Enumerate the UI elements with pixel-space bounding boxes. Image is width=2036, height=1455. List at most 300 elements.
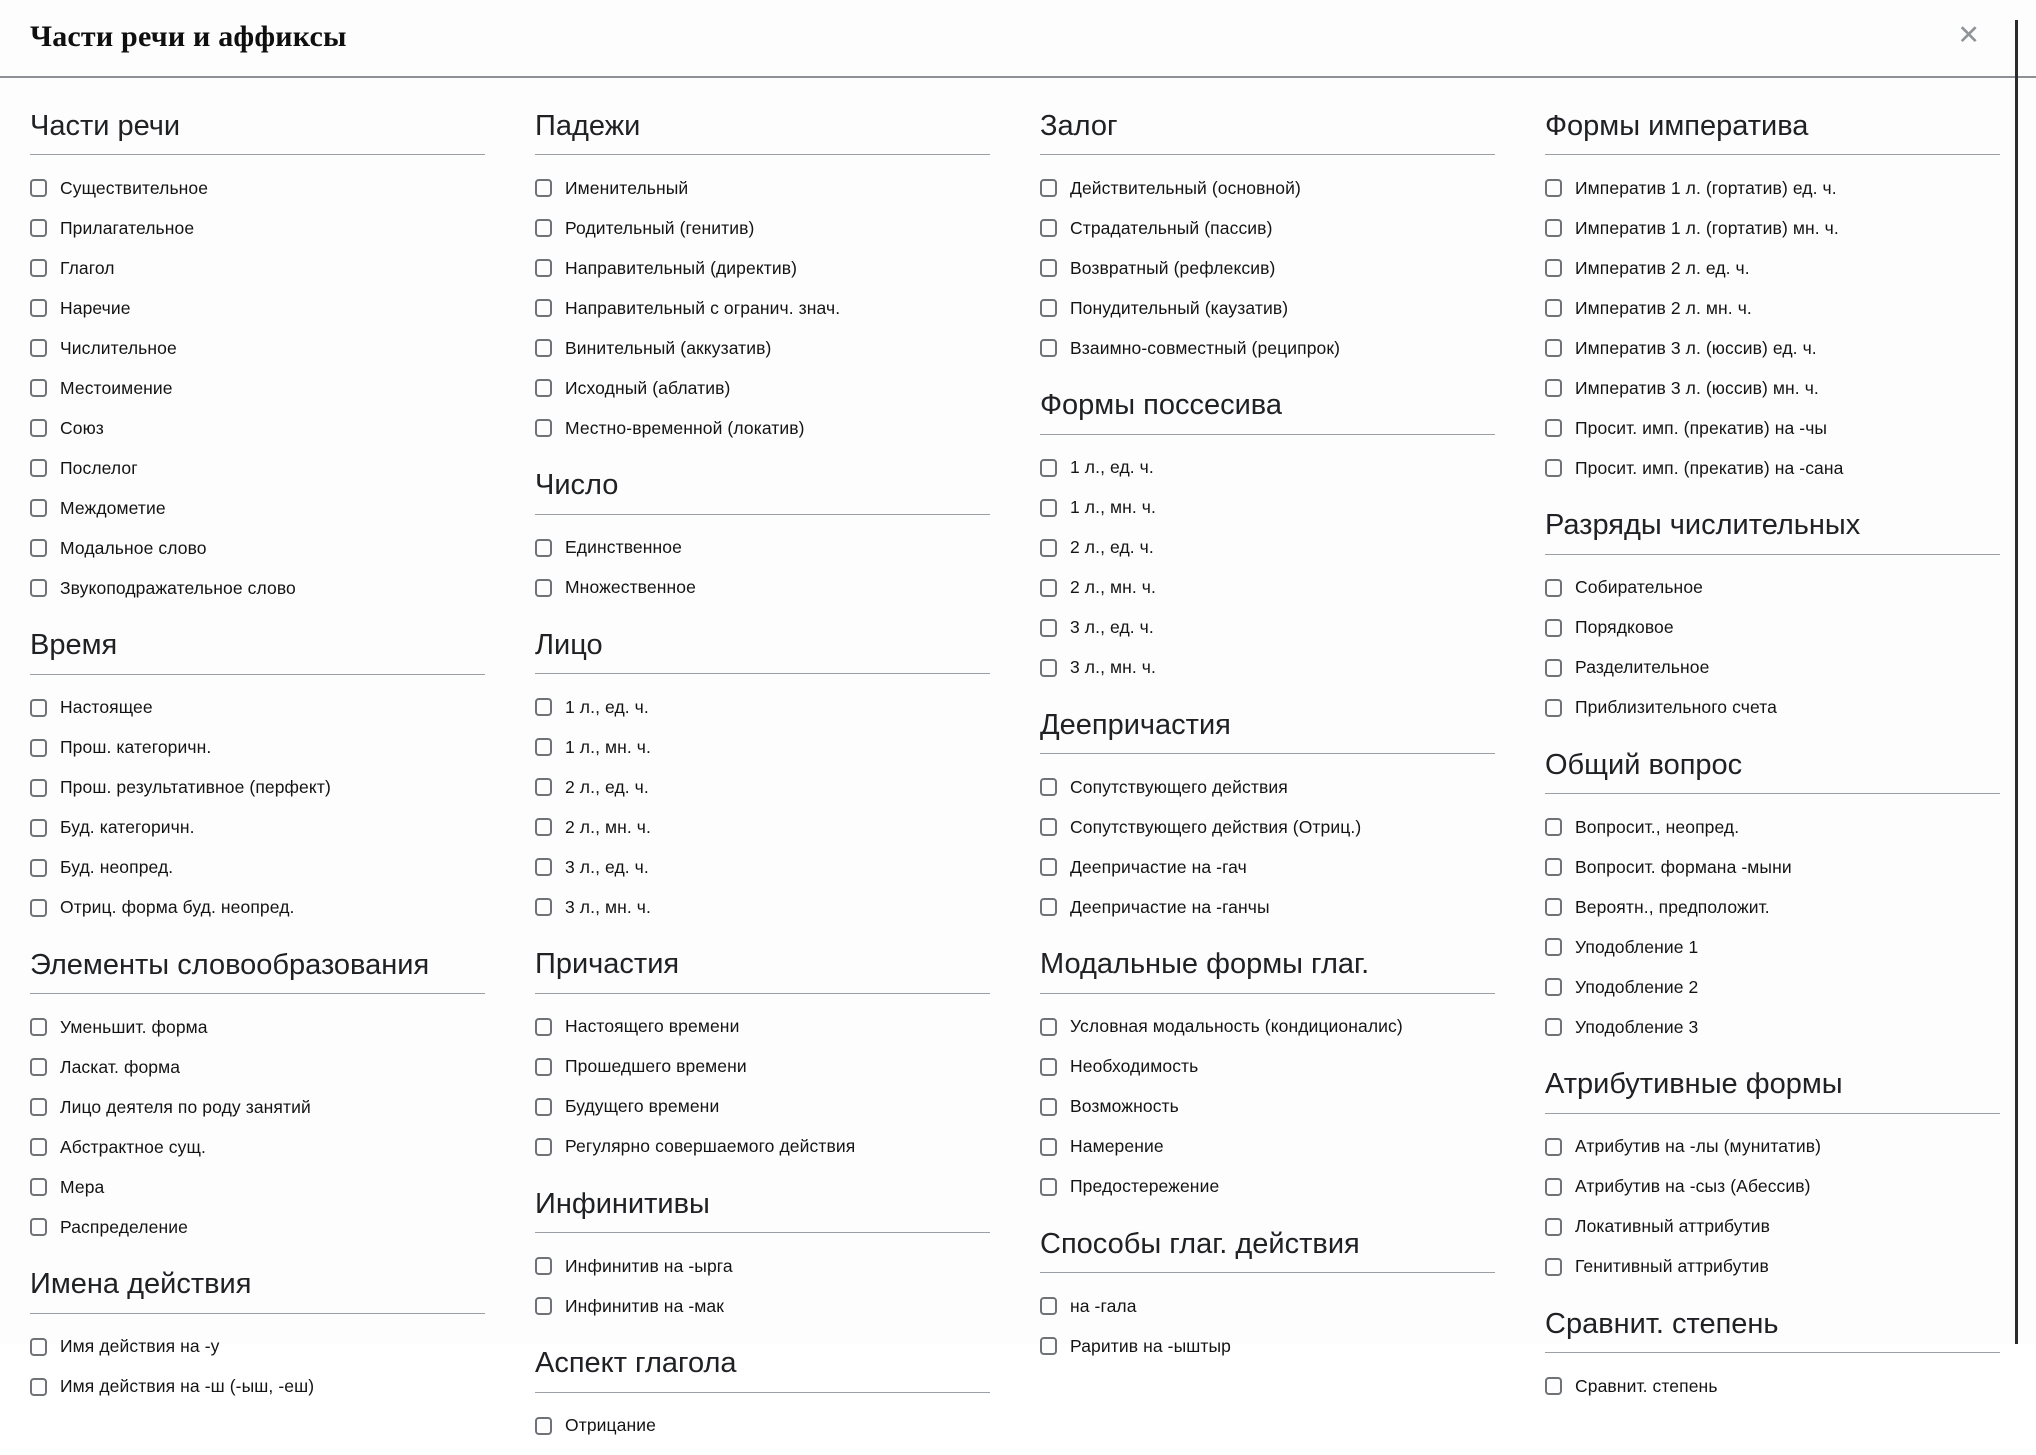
- checkbox-columns: [0, 78, 2036, 1455]
- checkbox-label: Отрицание: [565, 1415, 656, 1436]
- checkbox-row[interactable]: [535, 257, 990, 279]
- checkbox[interactable]: [1545, 339, 1562, 357]
- checkbox-row[interactable]: [535, 537, 990, 559]
- checkbox[interactable]: [1040, 579, 1057, 597]
- checkbox-row[interactable]: [1545, 1136, 2000, 1158]
- checkbox-row[interactable]: [1545, 657, 2000, 679]
- checkbox-label: Действительный (основной): [1070, 177, 1301, 198]
- checkbox[interactable]: [1040, 659, 1057, 677]
- checkbox-label: Настоящее: [60, 697, 153, 718]
- checkbox-row[interactable]: [1040, 776, 1495, 798]
- checkbox[interactable]: [30, 579, 47, 597]
- checkbox-label: Уподобление 2: [1575, 976, 1699, 997]
- checkbox-label: Винительный (аккузатив): [565, 337, 772, 358]
- checkbox[interactable]: [30, 899, 47, 917]
- checkbox-row[interactable]: [1545, 257, 2000, 279]
- checkbox-row[interactable]: [30, 857, 485, 879]
- checkbox[interactable]: [30, 179, 47, 197]
- checkbox-row[interactable]: [1545, 377, 2000, 399]
- checkbox-label: Прилагательное: [60, 217, 195, 238]
- checkbox-row[interactable]: [1545, 936, 2000, 958]
- section-items: [1040, 754, 1495, 918]
- checkbox-row[interactable]: [535, 856, 990, 878]
- checkbox-label: Регулярно совершаемого действия: [565, 1136, 856, 1157]
- checkbox[interactable]: [30, 1338, 47, 1356]
- section-items: [1545, 155, 2000, 479]
- checkbox[interactable]: [30, 819, 47, 837]
- checkbox-row[interactable]: [1545, 217, 2000, 239]
- checkbox-label: Атрибутив на -сыз (Абессив): [1575, 1176, 1811, 1197]
- checkbox[interactable]: [30, 459, 47, 477]
- section-title: Имена действия: [30, 1268, 485, 1313]
- checkbox-label: Императив 3 л. (юссив) ед. ч.: [1575, 337, 1817, 358]
- checkbox[interactable]: [1040, 499, 1057, 517]
- checkbox[interactable]: [30, 1138, 47, 1156]
- checkbox[interactable]: [1040, 1018, 1057, 1036]
- checkbox-row[interactable]: [30, 697, 485, 719]
- checkbox[interactable]: [1545, 898, 1562, 916]
- checkbox-row[interactable]: [535, 417, 990, 439]
- checkbox-label: Междометие: [60, 497, 166, 518]
- checkbox-label: Просит. имп. (прекатив) на -сана: [1575, 457, 1844, 478]
- checkbox-label: Вопросит., неопред.: [1575, 816, 1740, 837]
- checkbox[interactable]: [535, 858, 552, 876]
- checkbox-label: Инфинитив на -мак: [565, 1295, 725, 1316]
- checkbox[interactable]: [1545, 978, 1562, 996]
- checkbox-row[interactable]: [30, 337, 485, 359]
- checkbox-row[interactable]: [1040, 217, 1495, 239]
- checkbox-label: Множественное: [565, 577, 696, 598]
- checkbox-label: 2 л., мн. ч.: [1070, 577, 1156, 598]
- checkbox-row[interactable]: [1040, 1016, 1495, 1038]
- checkbox[interactable]: [30, 1178, 47, 1196]
- checkbox-label: Уподобление 1: [1575, 936, 1699, 957]
- checkbox-row[interactable]: [1040, 177, 1495, 199]
- checkbox-row[interactable]: [1545, 896, 2000, 918]
- checkbox-row[interactable]: [1545, 1216, 2000, 1238]
- section-title: Элементы словообразования: [30, 949, 485, 994]
- section-items: [1040, 994, 1495, 1198]
- checkbox-label: Местно-временной (локатив): [565, 417, 805, 438]
- checkbox-row[interactable]: [1040, 657, 1495, 679]
- checkbox[interactable]: [1040, 619, 1057, 637]
- checkbox-row[interactable]: [535, 1096, 990, 1118]
- checkbox[interactable]: [535, 1098, 552, 1116]
- section-title: Атрибутивные формы: [1545, 1068, 2000, 1113]
- column: [30, 78, 485, 1455]
- checkbox[interactable]: [1040, 299, 1057, 317]
- checkbox[interactable]: [535, 179, 552, 197]
- checkbox-row[interactable]: [535, 217, 990, 239]
- checkbox-label: Исходный (аблатив): [565, 377, 731, 398]
- section-title: Способы глаг. действия: [1040, 1228, 1495, 1273]
- checkbox-label: Приблизительного счета: [1575, 697, 1777, 718]
- checkbox-label: Генитивный аттрибутив: [1575, 1256, 1769, 1277]
- checkbox-row[interactable]: [1545, 417, 2000, 439]
- checkbox[interactable]: [1545, 1138, 1562, 1156]
- checkbox-row[interactable]: [1545, 976, 2000, 998]
- checkbox-row[interactable]: [1545, 856, 2000, 878]
- checkbox[interactable]: [30, 499, 47, 517]
- checkbox[interactable]: [1545, 619, 1562, 637]
- checkbox-row[interactable]: [535, 816, 990, 838]
- checkbox-label: Раритив на -ыштыр: [1070, 1335, 1232, 1356]
- checkbox-label: Именительный: [565, 177, 689, 198]
- checkbox-row[interactable]: [535, 177, 990, 199]
- checkbox[interactable]: [1040, 259, 1057, 277]
- checkbox-row[interactable]: [30, 377, 485, 399]
- checkbox-row[interactable]: [1545, 457, 2000, 479]
- checkbox-label: 3 л., мн. ч.: [565, 896, 651, 917]
- checkbox-label: Вопросит. формана -мыни: [1575, 856, 1792, 877]
- checkbox[interactable]: [535, 379, 552, 397]
- checkbox-row[interactable]: [1040, 816, 1495, 838]
- column: [1545, 78, 2000, 1455]
- checkbox-row[interactable]: [30, 297, 485, 319]
- checkbox[interactable]: [1545, 1178, 1562, 1196]
- checkbox[interactable]: [1545, 1377, 1562, 1395]
- checkbox[interactable]: [30, 419, 47, 437]
- checkbox[interactable]: [1040, 1297, 1057, 1315]
- section-items: [535, 994, 990, 1158]
- checkbox[interactable]: [30, 1018, 47, 1036]
- section-title: Залог: [1040, 110, 1495, 155]
- checkbox-row[interactable]: [30, 1336, 485, 1358]
- checkbox-label: Деепричастие на -ганчы: [1070, 896, 1270, 917]
- checkbox[interactable]: [535, 1058, 552, 1076]
- section-title: Сравнит. степень: [1545, 1308, 2000, 1353]
- checkbox[interactable]: [30, 1098, 47, 1116]
- checkbox[interactable]: [535, 219, 552, 237]
- checkbox[interactable]: [1040, 818, 1057, 836]
- checkbox-row[interactable]: [535, 377, 990, 399]
- checkbox[interactable]: [535, 1138, 552, 1156]
- checkbox-label: Локативный аттрибутив: [1575, 1216, 1771, 1237]
- checkbox-row[interactable]: [30, 1216, 485, 1238]
- checkbox-row[interactable]: [30, 537, 485, 559]
- checkbox-label: Послелог: [60, 457, 138, 478]
- checkbox-label: Имя действия на -ш (-ыш, -еш): [60, 1376, 315, 1397]
- checkbox-row[interactable]: [535, 896, 990, 918]
- checkbox-label: Инфинитив на -ырга: [565, 1255, 733, 1276]
- checkbox-row[interactable]: [535, 1016, 990, 1038]
- checkbox[interactable]: [30, 539, 47, 557]
- checkbox-label: Сопутствующего действия: [1070, 776, 1288, 797]
- dialog-right-border: [2015, 20, 2018, 1344]
- checkbox[interactable]: [535, 1018, 552, 1036]
- checkbox-row[interactable]: [1040, 1295, 1495, 1317]
- checkbox[interactable]: [1040, 219, 1057, 237]
- checkbox[interactable]: [30, 339, 47, 357]
- checkbox-row[interactable]: [30, 1376, 485, 1398]
- checkbox-label: Намерение: [1070, 1136, 1164, 1157]
- checkbox-row[interactable]: [30, 177, 485, 199]
- checkbox-label: Глагол: [60, 257, 115, 278]
- section-title: Формы императива: [1545, 110, 2000, 155]
- close-icon: ✕: [1957, 20, 1980, 50]
- section-title: Аспект глагола: [535, 1347, 990, 1392]
- checkbox[interactable]: [1545, 1018, 1562, 1036]
- checkbox-row[interactable]: [1545, 816, 2000, 838]
- column: [535, 78, 990, 1455]
- checkbox[interactable]: [535, 698, 552, 716]
- checkbox-label: Прошедшего времени: [565, 1056, 747, 1077]
- checkbox[interactable]: [1545, 858, 1562, 876]
- checkbox-row[interactable]: [535, 736, 990, 758]
- checkbox[interactable]: [535, 778, 552, 796]
- checkbox-label: Имя действия на -у: [60, 1336, 220, 1357]
- checkbox[interactable]: [1545, 659, 1562, 677]
- checkbox-row[interactable]: [1545, 1016, 2000, 1038]
- checkbox-row[interactable]: [1040, 896, 1495, 918]
- checkbox-row[interactable]: [30, 1016, 485, 1038]
- checkbox[interactable]: [30, 1378, 47, 1396]
- dialog-header: [0, 0, 2036, 78]
- checkbox-label: Настоящего времени: [565, 1016, 740, 1037]
- checkbox[interactable]: [535, 898, 552, 916]
- checkbox-label: Понудительный (каузатив): [1070, 297, 1289, 318]
- checkbox-row[interactable]: [1545, 1256, 2000, 1278]
- checkbox[interactable]: [30, 1058, 47, 1076]
- checkbox-label: Единственное: [565, 537, 682, 558]
- checkbox-label: Направительный с огранич. знач.: [565, 297, 841, 318]
- checkbox[interactable]: [1040, 339, 1057, 357]
- checkbox-row[interactable]: [30, 497, 485, 519]
- checkbox-row[interactable]: [30, 897, 485, 919]
- checkbox-label: Будущего времени: [565, 1096, 720, 1117]
- section-title: Причастия: [535, 948, 990, 993]
- checkbox-label: 1 л., ед. ч.: [565, 696, 649, 717]
- checkbox-label: Собирательное: [1575, 577, 1703, 598]
- checkbox-label: Наречие: [60, 297, 131, 318]
- checkbox-label: Абстрактное сущ.: [60, 1136, 206, 1157]
- checkbox-label: Условная модальность (кондиционалис): [1070, 1016, 1403, 1037]
- checkbox-label: 3 л., ед. ч.: [1070, 617, 1154, 638]
- checkbox-row[interactable]: [30, 1176, 485, 1198]
- checkbox-label: Возвратный (рефлексив): [1070, 257, 1276, 278]
- section-items: [1040, 155, 1495, 359]
- checkbox[interactable]: [1545, 419, 1562, 437]
- checkbox-row[interactable]: [30, 457, 485, 479]
- checkbox-row[interactable]: [1040, 257, 1495, 279]
- checkbox-row[interactable]: [1040, 537, 1495, 559]
- checkbox-row[interactable]: [1545, 577, 2000, 599]
- section-items: [535, 674, 990, 918]
- checkbox-label: Императив 3 л. (юссив) мн. ч.: [1575, 377, 1819, 398]
- checkbox-label: Сопутствующего действия (Отриц.): [1070, 816, 1362, 837]
- section-items: [1545, 555, 2000, 719]
- dialog-title: Части речи и аффиксы: [30, 20, 347, 53]
- checkbox-label: Лицо деятеля по роду занятий: [60, 1096, 311, 1117]
- checkbox-row[interactable]: [1545, 617, 2000, 639]
- checkbox[interactable]: [1545, 579, 1562, 597]
- checkbox-label: 1 л., мн. ч.: [1070, 497, 1156, 518]
- checkbox-label: 3 л., мн. ч.: [1070, 657, 1156, 678]
- checkbox-row[interactable]: [30, 417, 485, 439]
- checkbox[interactable]: [1040, 778, 1057, 796]
- checkbox[interactable]: [1545, 1258, 1562, 1276]
- checkbox-label: Разделительное: [1575, 657, 1710, 678]
- checkbox-row[interactable]: [535, 1295, 990, 1317]
- section-title: Деепричастия: [1040, 709, 1495, 754]
- checkbox-row[interactable]: [535, 297, 990, 319]
- checkbox-label: Страдательный (пассив): [1070, 217, 1273, 238]
- checkbox[interactable]: [1040, 1178, 1057, 1196]
- checkbox[interactable]: [1545, 379, 1562, 397]
- checkbox[interactable]: [30, 739, 47, 757]
- section-items: [535, 1393, 990, 1437]
- checkbox[interactable]: [535, 539, 552, 557]
- checkbox-row[interactable]: [535, 1136, 990, 1158]
- checkbox-row[interactable]: [1040, 1335, 1495, 1357]
- checkbox[interactable]: [1545, 179, 1562, 197]
- checkbox-label: Возможность: [1070, 1096, 1179, 1117]
- checkbox-label: Буд. неопред.: [60, 857, 174, 878]
- checkbox[interactable]: [30, 219, 47, 237]
- checkbox[interactable]: [535, 339, 552, 357]
- checkbox[interactable]: [535, 1297, 552, 1315]
- checkbox-row[interactable]: [1040, 1136, 1495, 1158]
- checkbox[interactable]: [1040, 1337, 1057, 1355]
- checkbox[interactable]: [1040, 179, 1057, 197]
- checkbox-label: Отриц. форма буд. неопред.: [60, 897, 295, 918]
- checkbox-label: Родительный (генитив): [565, 217, 755, 238]
- checkbox-label: Модальное слово: [60, 537, 207, 558]
- checkbox[interactable]: [1040, 1138, 1057, 1156]
- checkbox-row[interactable]: [30, 1056, 485, 1078]
- checkbox-row[interactable]: [535, 696, 990, 718]
- section-items: [1545, 1353, 2000, 1397]
- checkbox-label: 2 л., ед. ч.: [1070, 537, 1154, 558]
- checkbox-row[interactable]: [535, 577, 990, 599]
- section-title: Падежи: [535, 110, 990, 155]
- checkbox-label: Порядковое: [1575, 617, 1674, 638]
- checkbox[interactable]: [1545, 459, 1562, 477]
- checkbox[interactable]: [535, 419, 552, 437]
- checkbox[interactable]: [1040, 459, 1057, 477]
- checkbox[interactable]: [1040, 1098, 1057, 1116]
- checkbox[interactable]: [1545, 259, 1562, 277]
- checkbox[interactable]: [535, 299, 552, 317]
- checkbox[interactable]: [1545, 1218, 1562, 1236]
- checkbox-row[interactable]: [30, 777, 485, 799]
- checkbox-row[interactable]: [1040, 497, 1495, 519]
- checkbox-label: Звукоподражательное слово: [60, 577, 296, 598]
- checkbox[interactable]: [30, 259, 47, 277]
- checkbox[interactable]: [1545, 699, 1562, 717]
- section-title: Формы поссесива: [1040, 389, 1495, 434]
- checkbox-label: Атрибутив на -лы (мунитатив): [1575, 1136, 1822, 1157]
- checkbox-row[interactable]: [535, 776, 990, 798]
- checkbox-row[interactable]: [1545, 177, 2000, 199]
- checkbox-row[interactable]: [1040, 577, 1495, 599]
- checkbox-row[interactable]: [535, 1255, 990, 1277]
- checkbox-row[interactable]: [1040, 337, 1495, 359]
- checkbox[interactable]: [1545, 818, 1562, 836]
- section-items: [30, 1314, 485, 1398]
- checkbox-label: Вероятн., предположит.: [1575, 896, 1770, 917]
- checkbox[interactable]: [1040, 858, 1057, 876]
- checkbox[interactable]: [1545, 299, 1562, 317]
- checkbox-label: Императив 2 л. ед. ч.: [1575, 257, 1750, 278]
- checkbox[interactable]: [1040, 1058, 1057, 1076]
- checkbox-row[interactable]: [30, 1096, 485, 1118]
- checkbox[interactable]: [1040, 898, 1057, 916]
- checkbox-row[interactable]: [1040, 1056, 1495, 1078]
- checkbox-row[interactable]: [1545, 1176, 2000, 1198]
- checkbox[interactable]: [30, 379, 47, 397]
- checkbox[interactable]: [535, 579, 552, 597]
- checkbox[interactable]: [535, 738, 552, 756]
- checkbox-row[interactable]: [1040, 856, 1495, 878]
- checkbox[interactable]: [535, 259, 552, 277]
- checkbox-row[interactable]: [535, 1056, 990, 1078]
- checkbox[interactable]: [1040, 539, 1057, 557]
- close-button[interactable]: [1953, 20, 1984, 51]
- section-items: [535, 155, 990, 439]
- checkbox-label: Необходимость: [1070, 1056, 1199, 1077]
- section-title: Время: [30, 629, 485, 674]
- checkbox-row[interactable]: [1040, 457, 1495, 479]
- checkbox-label: Императив 2 л. мн. ч.: [1575, 297, 1752, 318]
- checkbox-label: Направительный (директив): [565, 257, 798, 278]
- checkbox[interactable]: [30, 1218, 47, 1236]
- checkbox-row[interactable]: [1545, 697, 2000, 719]
- checkbox[interactable]: [30, 779, 47, 797]
- checkbox-row[interactable]: [30, 1136, 485, 1158]
- checkbox-row[interactable]: [1040, 617, 1495, 639]
- checkbox-row[interactable]: [1040, 297, 1495, 319]
- checkbox-label: Уподобление 3: [1575, 1016, 1699, 1037]
- checkbox-label: Местоимение: [60, 377, 173, 398]
- checkbox-row[interactable]: [1040, 1176, 1495, 1198]
- checkbox-row[interactable]: [1545, 1375, 2000, 1397]
- checkbox-label: на -гала: [1070, 1295, 1137, 1316]
- checkbox-label: Императив 1 л. (гортатив) ед. ч.: [1575, 177, 1837, 198]
- checkbox-row[interactable]: [30, 217, 485, 239]
- checkbox-row[interactable]: [535, 337, 990, 359]
- checkbox[interactable]: [30, 299, 47, 317]
- checkbox-label: 1 л., ед. ч.: [1070, 457, 1154, 478]
- checkbox-label: Числительное: [60, 337, 177, 358]
- checkbox[interactable]: [1545, 219, 1562, 237]
- checkbox-row[interactable]: [30, 737, 485, 759]
- checkbox[interactable]: [535, 1417, 552, 1435]
- checkbox-row[interactable]: [30, 817, 485, 839]
- checkbox-label: Буд. категоричн.: [60, 817, 195, 838]
- checkbox-row[interactable]: [30, 577, 485, 599]
- checkbox-label: Ласкат. форма: [60, 1056, 181, 1077]
- checkbox[interactable]: [30, 859, 47, 877]
- checkbox-row[interactable]: [1545, 337, 2000, 359]
- checkbox[interactable]: [30, 699, 47, 717]
- column: [1040, 78, 1495, 1455]
- checkbox[interactable]: [535, 1257, 552, 1275]
- checkbox-row[interactable]: [1545, 297, 2000, 319]
- section-title: Общий вопрос: [1545, 749, 2000, 794]
- checkbox[interactable]: [535, 818, 552, 836]
- checkbox-label: Мера: [60, 1176, 105, 1197]
- checkbox-row[interactable]: [30, 257, 485, 279]
- checkbox[interactable]: [1545, 938, 1562, 956]
- checkbox-label: 3 л., ед. ч.: [565, 856, 649, 877]
- section-items: [535, 515, 990, 599]
- checkbox-row[interactable]: [1040, 1096, 1495, 1118]
- checkbox-label: Прош. категоричн.: [60, 737, 212, 758]
- section-title: Лицо: [535, 629, 990, 674]
- checkbox-row[interactable]: [535, 1415, 990, 1437]
- section-title: Разряды числительных: [1545, 509, 2000, 554]
